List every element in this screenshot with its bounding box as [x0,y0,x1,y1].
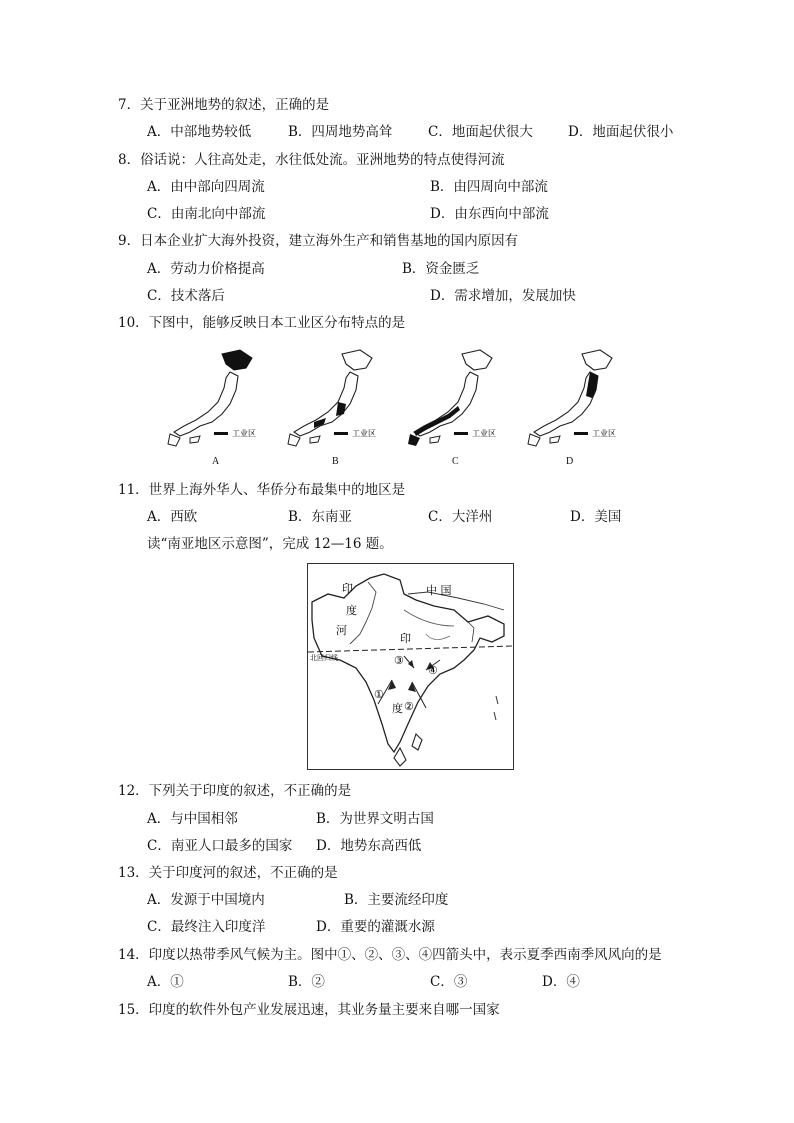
south-asia-map [307,563,514,770]
q14-option-b: B．② [288,974,325,990]
japan-map-a [160,348,270,448]
arrow-3-label: ③ [394,654,404,667]
japan-map-c [400,348,510,448]
arrow-1-label: ① [374,688,384,701]
q12-option-b: B．为世界文明古国 [316,811,434,827]
q14-option-c: C．③ [430,974,468,990]
q12-option-c: C．南亚人口最多的国家 [147,838,293,854]
question-12-stem: 12．下列关于印度的叙述，不正确的是 [118,783,352,799]
question-7-stem: 7．关于亚洲地势的叙述，正确的是 [118,97,330,113]
q7-option-c: C．地面起伏很大 [428,124,533,140]
question-8-stem: 8．俗话说：人往高处走，水往低处流。亚洲地势的特点使得河流 [118,152,505,168]
question-13-stem: 13．关于印度河的叙述，不正确的是 [118,865,338,881]
map-a-label: A [212,456,220,467]
q13-option-c: C．最终注入印度洋 [147,919,266,935]
label-indus-2: 度 [346,604,357,617]
q7-option-d: D．地面起伏很小 [568,124,674,140]
q7-option-b: B．四周地势高耸 [288,124,393,140]
map-b-label: B [332,456,339,467]
arrow-4-label: ④ [428,664,438,677]
label-india-1: 印 [400,632,411,645]
label-tropic-of-cancer: 北回归线 [310,654,338,662]
q11-option-d: D．美国 [570,509,622,525]
question-11-stem: 11．世界上海外华人、华侨分布最集中的地区是 [118,482,406,498]
question-14-stem: 14．印度以热带季风气候为主。图中①、②、③、④四箭头中，表示夏季西南季风风向的是 [118,947,662,963]
legend-label: 工业区 [352,429,376,438]
label-indus-1: 印 [342,582,353,595]
q12-option-d: D．地势东高西低 [316,838,422,854]
arrow-2-label: ② [404,700,414,713]
q8-option-c: C．由南北向中部流 [147,206,266,222]
map-d-label: D [566,456,574,467]
q13-option-b: B．主要流经印度 [344,892,449,908]
q13-option-a: A．发源于中国境内 [147,892,265,908]
q9-option-b: B．资金匮乏 [402,261,480,277]
question-9-stem: 9．日本企业扩大海外投资，建立海外生产和销售基地的国内原因有 [118,233,519,249]
map-c-label: C [452,456,459,467]
q8-option-d: D．由东西向中部流 [430,206,549,222]
q9-option-d: D．需求增加，发展加快 [430,288,576,304]
label-indus-3: 河 [336,624,347,637]
q11-option-c: C．大洋州 [428,509,493,525]
japan-maps-figure [160,348,630,473]
legend-label: 工业区 [232,429,256,438]
q9-option-a: A．劳动力价格提高 [147,261,265,277]
label-india-2: 度 [392,702,403,715]
q14-option-d: D．④ [542,974,580,990]
q11-option-b: B．东南亚 [288,509,352,525]
q11-option-a: A．西欧 [147,509,198,525]
q8-option-b: B．由四周向中部流 [430,179,548,195]
q12-option-a: A．与中国相邻 [147,811,238,827]
reading-instruction: 读“南亚地区示意图”，完成 12—16 题。 [147,536,393,552]
q8-option-a: A．由中部向四周流 [147,179,265,195]
question-15-stem: 15．印度的软件外包产业发展迅速，其业务量主要来自哪一国家 [118,1002,500,1018]
q13-option-d: D．重要的灌溉水源 [316,919,435,935]
label-china: 中 国 [426,584,452,597]
legend-label: 工业区 [472,429,496,438]
q14-option-a: A．① [147,974,184,990]
japan-map-d [520,348,630,448]
q9-option-c: C．技术落后 [147,288,225,304]
japan-map-b [280,348,390,448]
question-10-stem: 10．下图中，能够反映日本工业区分布特点的是 [118,315,406,331]
legend-label: 工业区 [592,429,616,438]
q7-option-a: A．中部地势较低 [147,124,252,140]
